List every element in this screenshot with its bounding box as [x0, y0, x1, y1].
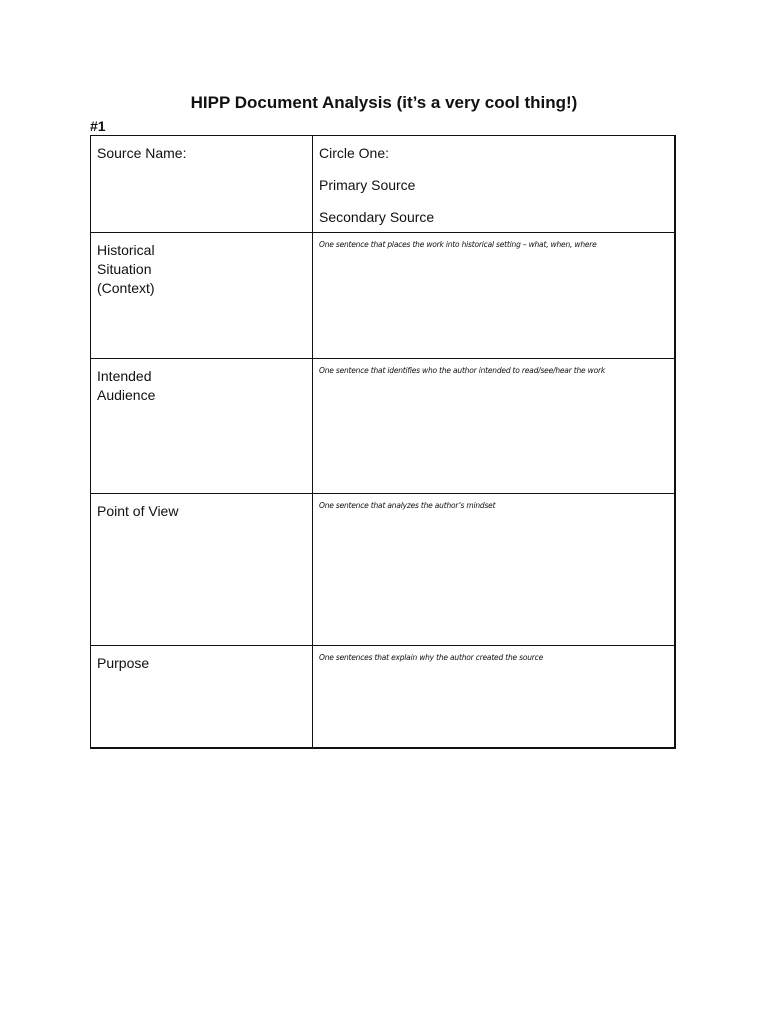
- point-of-view-prompt: One sentence that analyzes the author’s mindset: [319, 501, 496, 510]
- point-of-view-label-cell: [91, 494, 313, 646]
- historical-situation-prompt: One sentence that places the work into historical setting – what, when, where: [319, 240, 597, 249]
- point-of-view-label: Point of View: [97, 503, 179, 519]
- point-of-view-answer-cell[interactable]: [313, 494, 676, 646]
- purpose-label: Purpose: [97, 655, 150, 671]
- historical-situation-label-line: Situation: [97, 261, 152, 277]
- document-title: HIPP Document Analysis (it’s a very cool thing!): [190, 93, 578, 112]
- circle-one-heading: Circle One:: [319, 145, 390, 161]
- table-row-source: [91, 136, 676, 233]
- historical-situation-answer-cell[interactable]: [313, 233, 676, 359]
- intended-audience-answer-cell[interactable]: [313, 359, 676, 494]
- circle-one-cell[interactable]: [313, 136, 676, 233]
- document-number: #1: [90, 118, 106, 134]
- analysis-table: [90, 135, 676, 749]
- intended-audience-label-line: Intended: [97, 368, 152, 384]
- table-row-intended-audience: [91, 359, 676, 494]
- historical-situation-label-line: Historical: [97, 242, 155, 258]
- purpose-label-cell: [91, 646, 313, 748]
- primary-source-option[interactable]: Primary Source: [319, 177, 416, 193]
- intended-audience-label-cell: [91, 359, 313, 494]
- historical-situation-label-cell: [91, 233, 313, 359]
- source-name-label: Source Name:: [97, 145, 187, 161]
- source-name-cell[interactable]: [91, 136, 313, 233]
- intended-audience-prompt: One sentence that identifies who the author intended to read/see/hear the work: [319, 366, 605, 375]
- historical-situation-label-line: (Context): [97, 280, 155, 296]
- intended-audience-label-line: Audience: [97, 387, 156, 403]
- purpose-answer-cell[interactable]: [313, 646, 676, 748]
- table-row-purpose: [91, 646, 676, 748]
- purpose-prompt: One sentences that explain why the author created the source: [319, 653, 543, 662]
- secondary-source-option[interactable]: Secondary Source: [319, 209, 435, 225]
- table-row-historical-situation: [91, 233, 676, 359]
- table-row-point-of-view: [91, 494, 676, 646]
